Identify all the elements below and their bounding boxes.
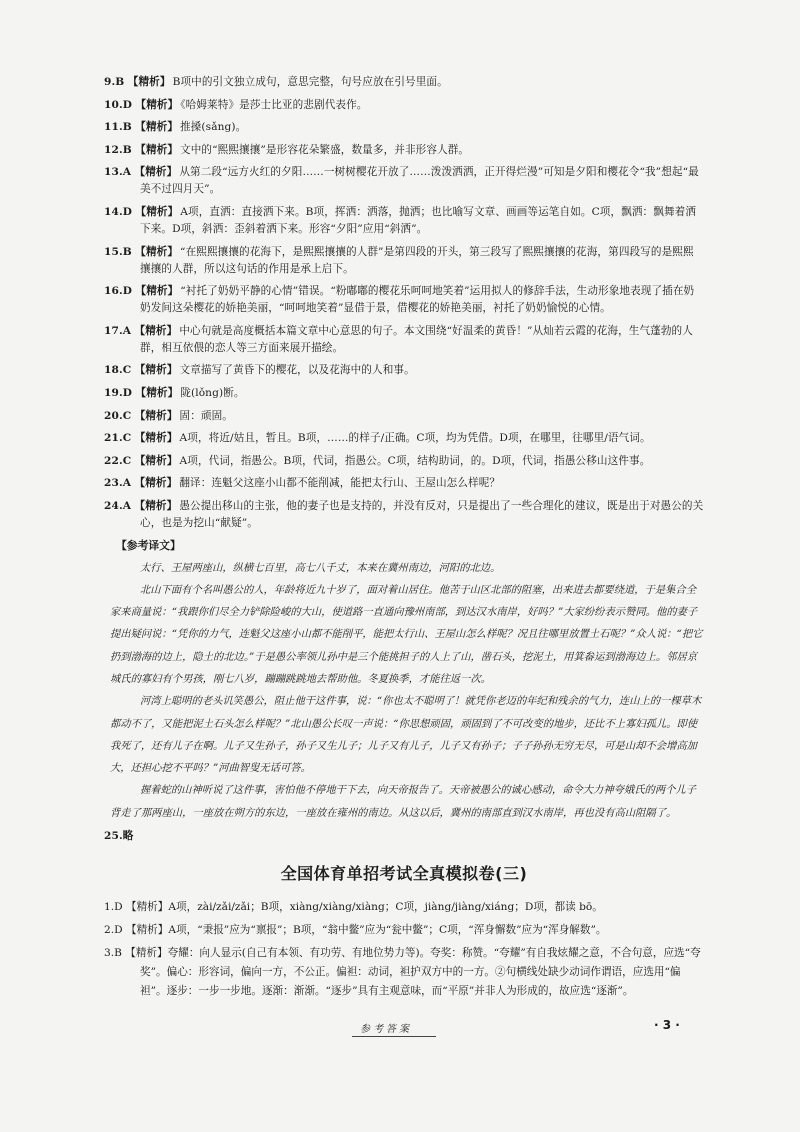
answer-text: 推搡(sǎng)。 [180,121,247,134]
answer-item [104,362,704,379]
analysis-tag: 【精析】 [135,143,179,156]
answer-text: A项，将近/姑且，暂且。B项，……的样子/正确。C项，均为凭借。D项，在哪里，往哪里/语气词。 [179,432,651,445]
answer-item [104,430,704,447]
answer-text: 《哈姆莱特》是莎士比亚的悲剧代表作。 [180,98,368,111]
analysis-tag: 【精析】 [134,324,178,337]
answer-item [104,204,704,238]
answer-number: 21.C [104,432,132,445]
answer-number: 17.A [104,324,132,337]
answer-item [104,283,704,317]
analysis-tag: 【精析】 [134,432,178,445]
analysis-tag: 【精析】 [134,499,178,512]
analysis-tag: 【精析】 [135,121,179,134]
answer-text: A项，“秉报”应为“禀报”；B项，“翁中鳖”应为“瓮中鳖”；C项，“浑身懈数”应为“浑身解数”。 [168,924,607,937]
answer-number: 2.D [104,924,123,937]
answer-text: 文章描写了黄昏下的樱花，以及花海中的人和事。 [179,364,415,377]
answer-item [104,898,704,917]
translation-paragraph: 北山下面有个名叫愚公的人，年龄将近九十岁了，面对着山居住。他苦于山区北部的阻塞，出来进去都要绕道，于是集合全家来商量说：“我跟你们尽全力铲除险峻的大山，使道路一直通向豫州南部，到达汉水南岸，好吗？”大家纷纷表示赞同。他的妻子提出疑问说：“凭你的力气，连魁父这座小山都不能削平，能把太行山、王屋山怎么样呢？况且往哪里放置土石呢？”众人说：“把它扔到渤海的边上，隐土的北边。”于是愚公率领儿孙中是三个能挑担子的人上了山，凿石头，挖泥土，用箕畚运到渤海边上。邻居京城氏的寡妇有个男孩，刚七八岁，蹦蹦跳跳地去帮助他。冬夏换季，才能往返一次。 [110,583,703,685]
answer-number: 11.B [104,121,132,134]
analysis-tag: 【精析】 [135,285,179,298]
answer-item [104,97,704,114]
analysis-tag: 【精析】 [125,924,169,937]
analysis-tag: 【精析】 [135,245,179,258]
answer-text: 陇(lǒng)断。 [180,386,245,399]
analysis-tag: 【精析】 [134,409,178,422]
answer-number: 9.B [104,76,125,88]
answer-number: 15.B [104,245,132,258]
page-number: · 3 · [654,1018,680,1032]
reference-title: 【参考译文】 [116,538,181,552]
answer-item [104,164,704,198]
analysis-tag: 【精析】 [134,477,178,490]
answer-item [104,408,704,425]
answer-text: A项，zài/zǎi/zǎi；B项，xiàng/xiàng/xiàng；C项，jiàng/jiàng/xiáng；D项，都读 bō。 [168,901,603,914]
answer-number: 18.C [104,364,132,377]
translation-paragraph: 握着蛇的山神听说了这件事，害怕他不停地干下去，向天帝报告了。天帝被愚公的诚心感动，命令大力神夸娥氏的两个儿子背走了那两座山，一座放在朔方的东边，一座放在雍州的南边。从这以后，冀州的南部直到汉水南岸，再也没有高山阻隔了。 [110,784,697,819]
answer-text: 文中的“熙熙攘攘”是形容花朵繁盛，数量多，并非形容人群。 [180,143,470,156]
answer-text: 中心句就是高度概括本篇文章中心意思的句子。本文围绕“好温柔的黄昏！”从灿若云霞的花海，生气蓬勃的人群，相互依偎的恋人等三方面来展开描绘。 [140,324,693,354]
analysis-tag: 【精析】 [125,901,169,914]
answer-text: 固：顽固。 [179,409,233,422]
analysis-tag: 【精析】 [134,364,178,377]
answer-text: “衬托了奶奶平静的心情”错误。“粉嘟嘟的樱花乐呵呵地笑着”运用拟人的修辞手法，生动形象地表现了插在奶奶发间这朵樱花的娇艳美丽，“呵呵地笑着”显借于景，借樱花的娇艳美丽，衬托了奶奶愉悦的心情。 [140,285,695,315]
analysis-tag: 【精析】 [125,947,168,960]
answer-text: B项中的引文独立成句，意思完整，句号应放在引号里面。 [172,76,448,88]
answer-item [104,244,704,278]
answer-number: 12.B [104,143,132,156]
analysis-tag: 【精析】 [135,205,179,218]
reference-translation [104,538,704,825]
answer-item [104,323,704,357]
answer-item [104,453,704,470]
answer-number: 20.C [104,409,132,422]
item-25: 25.略 [104,830,134,843]
analysis-tag: 【精析】 [134,166,178,179]
answer-item [104,142,704,159]
answer-item [104,921,704,940]
answer-text: A项，代词，指愚公。B项，代词，指愚公。C项，结构助词，的。D项，代词，指愚公移山这件事。 [179,454,651,467]
answer-item [104,944,704,1001]
answer-text: 愚公提出移山的主张，他的妻子也是支持的，并没有反对，只是提出了一些合理化的建议，既是出于对愚公的关心，也是为挖山“献疑”。 [140,499,704,529]
answer-text: 从第二段“远方火红的夕阳……一树树樱花开放了……泼泼洒洒，正开得烂漫”可知是夕阳和樱花令“我”想起“最美不过四月天”。 [140,166,699,196]
answer-number: 1.D [104,901,123,914]
answer-number: 14.D [104,205,133,218]
section-title: 全国体育单招考试全真模拟卷(三) [280,864,528,884]
analysis-tag: 【精析】 [127,76,171,88]
answer-number: 19.D [104,386,133,399]
answer-item [104,74,704,91]
footer-label: 参考答案 [360,1024,412,1035]
translation-paragraph: 太行、王屋两座山，纵横七百里，高七八千丈，本来在冀州南边，河阳的北边。 [140,561,501,574]
translation-paragraph: 河湾上聪明的老头讥笑愚公，阻止他干这件事，说：“你也太不聪明了！就凭你老迈的年纪和残余的气力，连山上的一棵草木都动不了，又能把泥土石头怎么样呢？”北山愚公长叹一声说：“你思想顽固，顽固到了不可改变的地步，还比不上寡妇孤儿。即使我死了，还有儿子在啊。儿子又生孙子，孙子又生儿子；儿子又有儿子，儿子又有孙子；子子孙孙无穷无尽，可是山却不会增高加大，还担心挖不平吗？”河曲智叟无话可答。 [110,695,702,775]
answer-number: 24.A [104,499,132,512]
analysis-tag: 【精析】 [134,454,178,467]
answer-number: 22.C [104,454,132,467]
answer-number: 10.D [104,98,133,111]
analysis-tag: 【精析】 [135,386,179,399]
answer-number: 23.A [104,477,132,490]
answer-item [104,498,704,532]
answer-item [104,475,704,492]
answer-number: 16.D [104,285,133,298]
analysis-tag: 【精析】 [135,98,179,111]
answer-text: 翻译：连魁父这座小山都不能削减，能把太行山、王屋山怎么样呢？ [179,477,501,490]
answer-number: 3.B [104,947,122,960]
answer-text: A项，直洒：直接洒下来。B项，挥洒：洒落，抛洒；也比喻写文章、画画等运笔自如。C项，飘洒：飘舞着洒下来。D项，斜洒：歪斜着洒下来。形容“夕阳”应用“斜洒”。 [140,205,697,235]
answer-list [104,74,704,1005]
answer-item [104,119,704,136]
answer-number: 13.A [104,166,132,179]
answer-text: 夸耀：向人显示(自己有本领、有功劳、有地位势力等)。夸奖：称赞。“夸耀”有自我炫耀之意，不合句意，应选“夸奖”。偏心：形容词，偏向一方，不公正。偏袒：动词，袒护双方中的一方。②句横线处缺少动词作谓语，应选用“偏袒”。逐步：一步一步地。逐渐：渐渐。“逐步”具有主观意味，而“平原”并非人为形成的，故应选“逐渐”。 [140,947,701,998]
answer-text: “在熙熙攘攘的花海下，是熙熙攘攘的人群”是第四段的开头，第三段写了熙熙攘攘的花海，第四段写的是熙熙攘攘的人群，所以这句话的作用是承上启下。 [140,245,694,275]
answer-item [104,385,704,402]
footer-divider [352,1036,436,1037]
